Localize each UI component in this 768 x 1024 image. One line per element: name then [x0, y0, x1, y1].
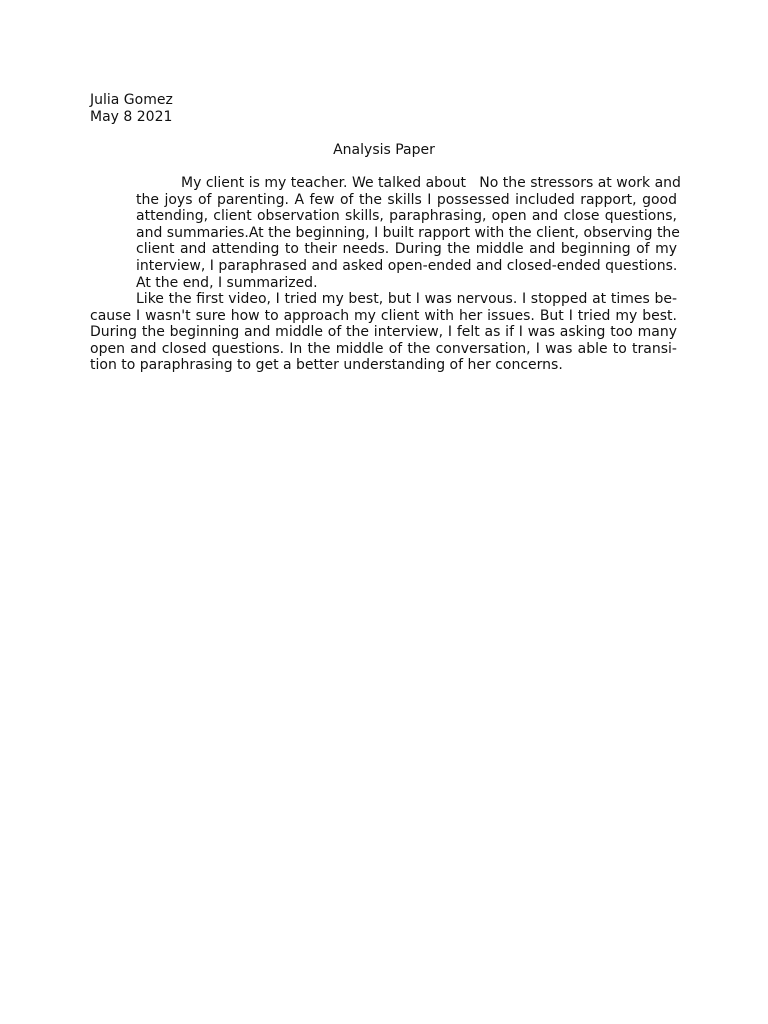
paragraph-line: client and attending to their needs. During the middle and beginning of my [136, 241, 677, 258]
paragraph-line: and summaries.At the beginning, I built rapport with the client, observing the [136, 224, 680, 241]
paragraph-line: At the end, I summarized. [136, 274, 318, 291]
paragraph-line: attending, client observation skills, paraphrasing, open and close questions, [136, 208, 677, 225]
paragraph-line: the joys of parenting. A few of the skills I possessed included rapport, good [136, 191, 677, 208]
paragraph-1 [136, 175, 681, 291]
document-header [90, 92, 173, 125]
paragraph-line: interview, I paraphrased and asked open-ended and closed-ended questions. [136, 257, 678, 274]
paragraph-line: My client is my teacher. We talked about No the stressors at work and [181, 175, 681, 191]
paragraph-line: cause I wasn't sure how to approach my client with her issues. But I tried my best. [90, 307, 677, 324]
document-title: Analysis Paper [333, 142, 435, 158]
paragraph-line: Like the first video, I tried my best, but I was nervous. I stopped at times be- [136, 291, 677, 307]
paragraph-line: tion to paraphrasing to get a better understanding of her concerns. [90, 357, 563, 374]
paragraph-line: During the beginning and middle of the interview, I felt as if I was asking too many [90, 324, 677, 341]
author-name: Julia Gomez [90, 92, 173, 108]
paragraph-line: open and closed questions. In the middle of the conversation, I was able to transi- [90, 340, 677, 357]
document-date: May 8 2021 [90, 108, 173, 125]
paragraph-2 [90, 291, 677, 374]
